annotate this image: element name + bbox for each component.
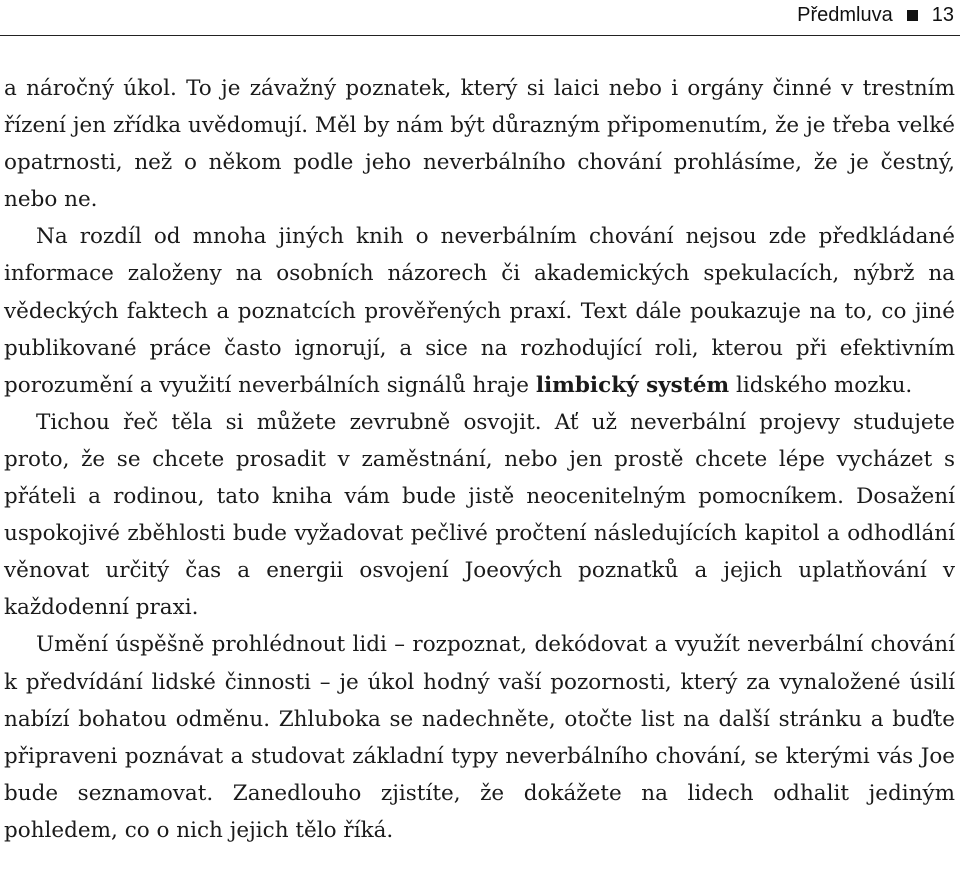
emphasized-term: limbický systém (535, 372, 730, 398)
body-text (4, 70, 955, 849)
running-header (797, 4, 954, 27)
header-rule (0, 35, 960, 36)
paragraph-3: Tichou řeč těla si můžete zevrubně osvojit. Ať už neverbální projevy studujete proto, že se chcete prosadit v zaměstnání, nebo jen prostě chcete lépe vycházet s přáteli a rodinou, tato kniha vám bude jistě neocenitelným pomocníkem. Dosažení uspokojivé zběhlosti bude vyžadovat pečlivé pročtení následujících kapitol a odhodlání věnovat určitý čas a energii osvojení Joeových poznatků a jejich uplatňování v každodenní praxi. (4, 409, 955, 621)
paragraph-2 (4, 218, 955, 403)
chapter-title: Předmluva (797, 4, 893, 26)
page-number: 13 (931, 4, 954, 26)
paragraph-2-text-end: lidského mozku. (729, 372, 913, 398)
paragraph-2-text-start: Na rozdíl od mnoha jiných knih o neverbálním chování nejsou zde předkládané informace založeny na osobních názorech či akademických spekulacích, nýbrž na vědeckých faktech a poznatcích prověřených praxí. Text dále poukazuje na to, co jiné publikované práce často ignorují, a sice na rozhodující roli, kterou při efektivním porozumění a využití neverbálních signálů hraje (4, 224, 955, 398)
paragraph-1: a náročný úkol. To je závažný poznatek, který si laici nebo i orgány činné v trestním řízení jen zřídka uvědomují. Měl by nám být důrazným připomenutím, že je třeba velké opatrnosti, než o někom podle jeho neverbálního chování prohlásíme, že je čestný, nebo ne. (4, 76, 955, 213)
header-square-icon (907, 10, 918, 21)
paragraph-4: Umění úspěšně prohlédnout lidi – rozpoznat, dekódovat a využít neverbální chování k předvídání lidské činnosti – je úkol hodný vaší pozornosti, který za vynaložené úsilí nabízí bohatou odměnu. Zhluboka se nadechněte, otočte list na další stránku a buďte připraveni poznávat a studovat základní typy neverbálního chování, se kterými vás Joe bude seznamovat. Zanedlouho zjistíte, že dokážete na lidech odhalit jediným pohledem, co o nich jejich tělo říká. (4, 632, 955, 843)
